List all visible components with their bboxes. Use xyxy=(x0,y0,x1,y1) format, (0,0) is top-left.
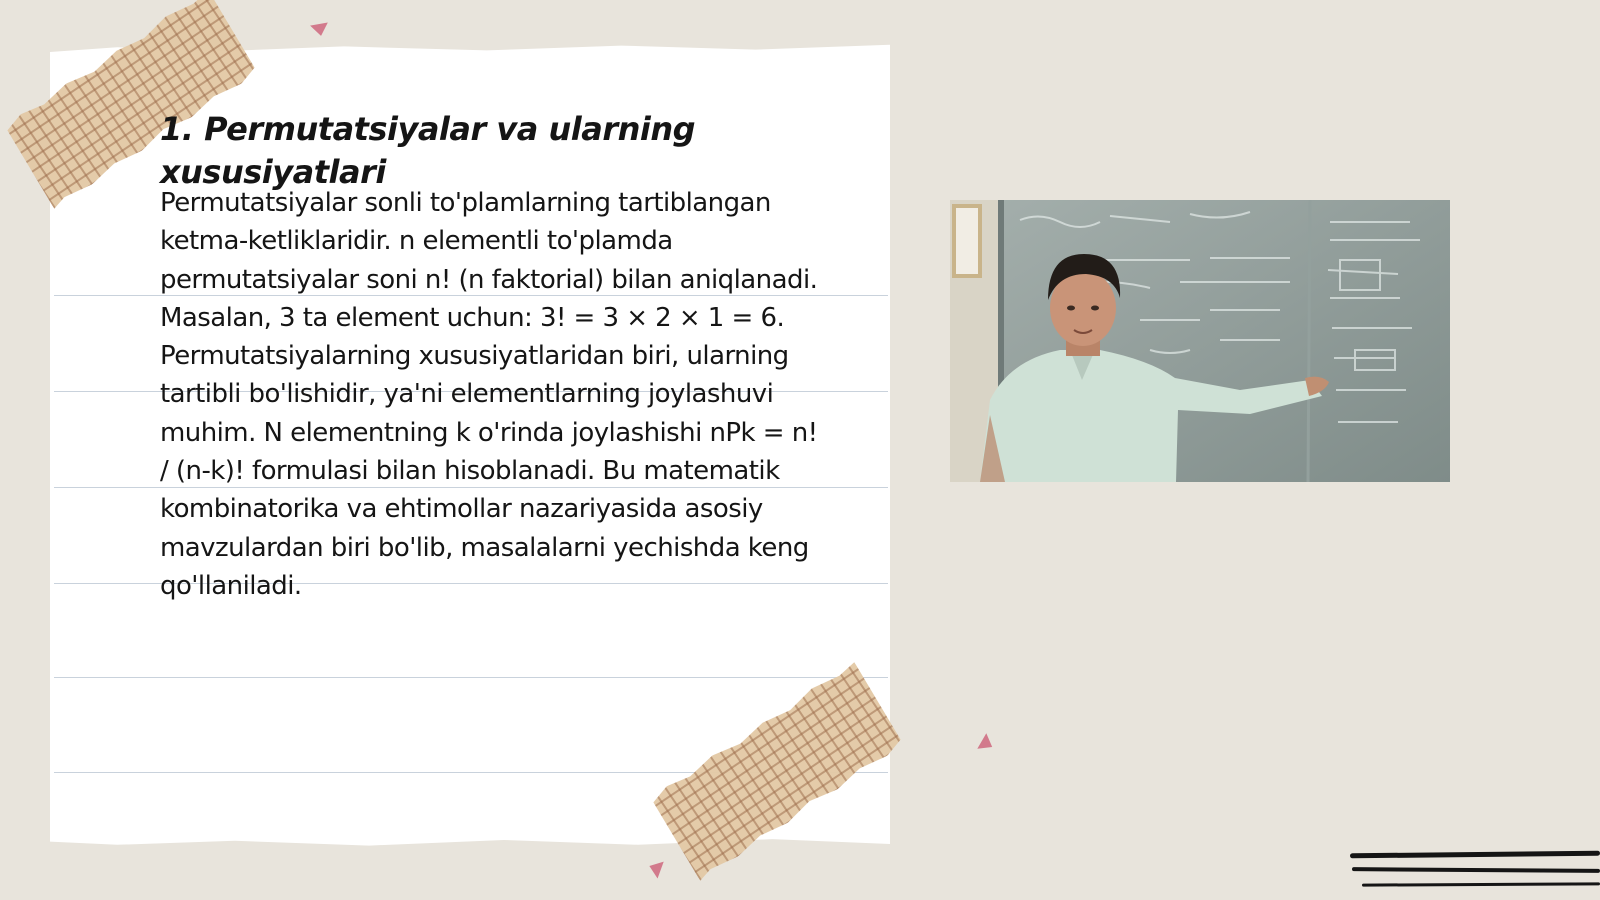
brush-stroke xyxy=(1350,851,1600,859)
teacher-at-chalkboard-photo xyxy=(950,200,1450,482)
pin-icon xyxy=(310,23,330,38)
slide-body-text: Permutatsiyalar sonli to'plamlarning tartiblangan ketma-ketliklaridir. n elementli to'plamda permutatsiyalar soni n! (n faktorial) bilan aniqlanadi. Masalan, 3 ta element uchun: 3! = 3 × 2 × 1 = 6. Permutatsiyalarning xususiyatlaridan biri, ularning tartibli bo'lishidir, ya'ni elementlarning joylashuvi muhim. N elementning k o'rinda joylashishi nPk = n! / (n-k)! formulasi bilan hisoblanadi. Bu matematik kombinatorika va ehtimollar nazariyasida asosiy mavzulardan biri bo'lib, masalalarni yechishda keng qo'llaniladi. xyxy=(160,188,818,601)
brush-stroke xyxy=(1362,882,1600,886)
brush-stroke xyxy=(1352,867,1600,873)
pin-icon xyxy=(646,857,663,878)
paper-rule-line xyxy=(54,677,888,678)
slide-title: 1. Permutatsiyalar va ularning xususiyatlari xyxy=(160,110,696,191)
pin-icon xyxy=(977,733,996,755)
photo-illustration xyxy=(950,200,1450,482)
